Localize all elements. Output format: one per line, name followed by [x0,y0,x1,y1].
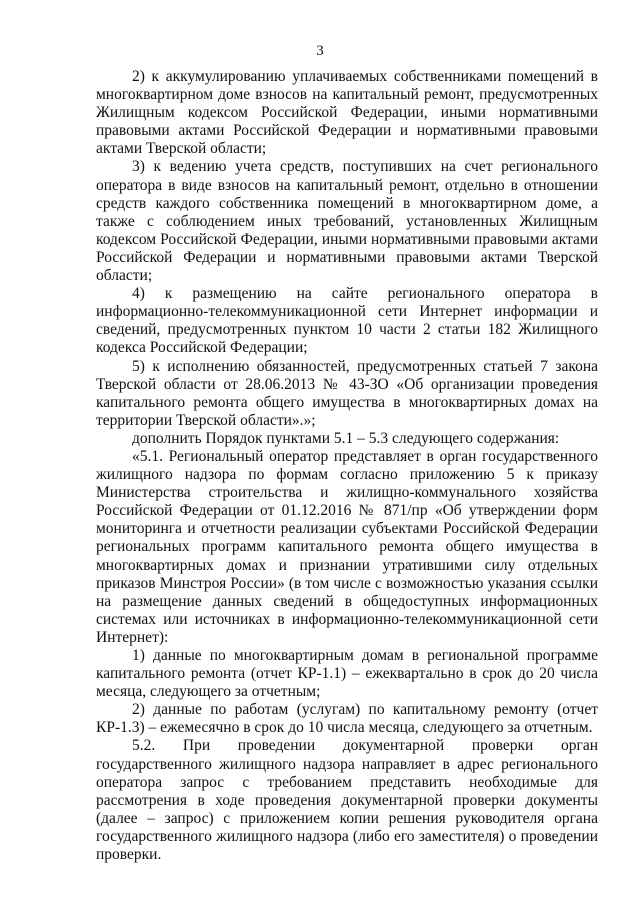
page-number: 3 [316,43,324,59]
paragraph-clause-5-1: «5.1. Региональный оператор представляет в орган государственного жилищного надзора по формам согласно приложению 5 к приказу Министерства строительства и жилищно-коммунального хозяйства Российской Федерации от 01.12.2016 № 871/пр «Об утверждении форм мониторинга и отчетности реализации субъектами Российской Федерации региональных программ капитального ремонта общего имущества в многоквартирных домах и признании утратившими силу отдельных приказов Минстроя России» (в том числе с возможностью указания ссылки на размещение данных сведений в общедоступных информационных системах или источниках в информационно-телекоммуникационной сети Интернет): [96,447,598,646]
paragraph-item-5: 5) к исполнению обязанностей, предусмотренных статьей 7 закона Тверской области от 28.06.2013 № 43-ЗО «Об организации проведения капитального ремонта общего имущества в многоквартирных домах на территории Тверской области».»; [96,357,598,429]
paragraph-item-3: 3) к ведению учета средств, поступивших на счет регионального оператора в виде взносов на капитальный ремонт, отдельно в отношении средств каждого собственника помещений в многоквартирном доме, а также с соблюдением иных требований, установленных Жилищным кодексом Российской Федерации, иными нормативными правовыми актами Российской Федерации и нормативными правовыми актами Тверской области; [96,158,598,285]
document-body [96,68,598,864]
paragraph-item-4: 4) к размещению на сайте регионального оператора в информационно-телекоммуникационной сети Интернет информации и сведений, предусмотренных пунктом 10 части 2 статьи 182 Жилищного кодекса Российской Федерации; [96,285,598,357]
paragraph-item-2: 2) к аккумулированию уплачиваемых собственниками помещений в многоквартирном доме взносов на капитальный ремонт, предусмотренных Жилищным кодексом Российской Федерации, иными нормативными правовыми актами Российской Федерации и нормативными правовыми актами Тверской области; [96,68,598,158]
paragraph-clause-5-1-item-2: 2) данные по работам (услугам) по капитальному ремонту (отчет КР-1.3) – ежемесячно в срок до 10 числа месяца, следующего за отчетным. [96,701,598,737]
paragraph-clause-5-1-item-1: 1) данные по многоквартирным домам в региональной программе капитального ремонта (отчет КР-1.1) – ежеквартально в срок до 20 числа месяца, следующего за отчетным; [96,647,598,701]
paragraph-clause-5-2: 5.2. При проведении документарной проверки орган государственного жилищного надзора направляет в адрес регионального оператора запрос с требованием представить необходимые для рассмотрения в ходе проведения документарной проверки документы (далее – запрос) с приложением копии решения руководителя органа государственного жилищного надзора (либо его заместителя) о проведении проверки. [96,737,598,864]
paragraph-amendment-intro: дополнить Порядок пунктами 5.1 – 5.3 следующего содержания: [132,429,560,447]
